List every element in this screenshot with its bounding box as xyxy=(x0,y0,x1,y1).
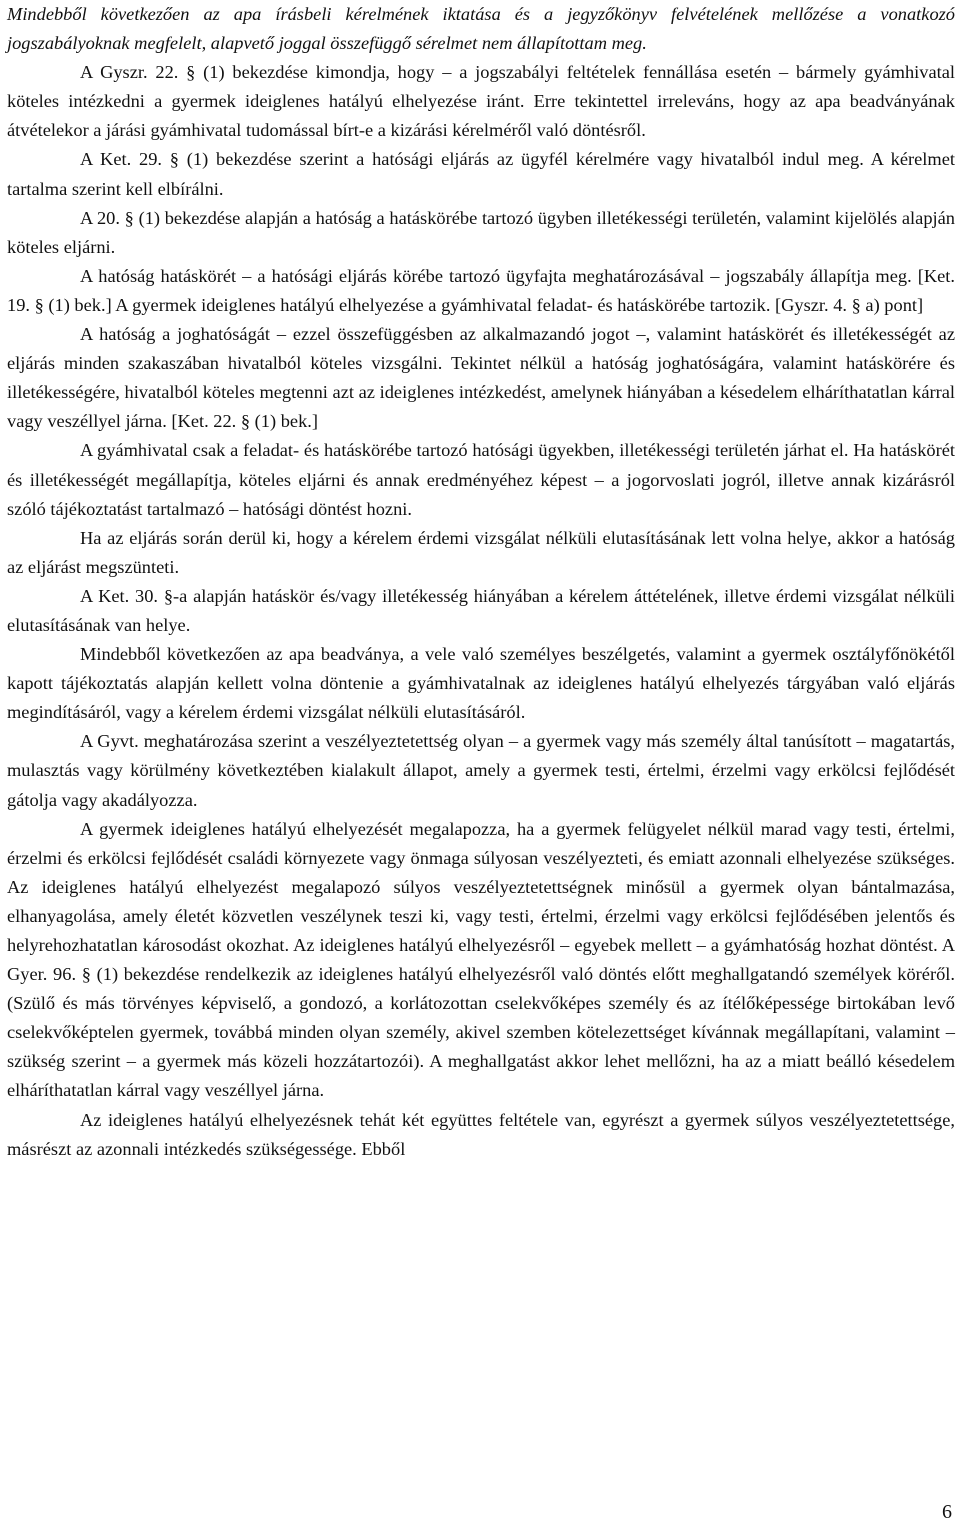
paragraph-gyszr-22: A Gyszr. 22. § (1) bekezdése kimondja, hogy – a jogszabályi feltételek fennállása esetén – bármely gyámhivatal köteles intézkedni a gyermek ideiglenes hatályú elhelyezése iránt. Erre tekintettel irreleváns, hogy az apa beadványának átvételekor a járási gyámhivatal tudomással bírt-e a kizárási kérelméről való döntésről. xyxy=(7,62,955,141)
paragraph-conclusion-decision: Mindebből következően az apa beadványa, a vele való személyes beszélgetés, valamint a gyermek osztályfőnökétől kapott tájékoztatás alapján kellett volna döntenie a gyámhivatalnak az ideiglenes hatályú elhelyezés tárgyában való eljárás megindításáról, vagy a kérelem érdemi vizsgálat nélküli elutasításáról. xyxy=(7,644,955,723)
paragraph-guardianship-office: A gyámhivatal csak a feladat- és hatáskörébe tartozó hatósági ügyekben, illetékességi területén járhat el. Ha hatáskörét és illetékességét megállapítja, köteles eljárni és annak eredményéhez képest – a jogorvoslati jogról, illetve annak kizárásról szóló tájékoztatást tartalmazó – hatósági döntést hozni. xyxy=(7,440,955,519)
paragraph-jurisdiction-review: A hatóság a joghatóságát – ezzel összefüggésben az alkalmazandó jogot –, valamint hatáskörét és illetékességét az eljárás minden szakaszában hivatalból köteles vizsgálni. Tekintet nélkül a hatóság joghatóságára, valamint hatáskörére és illetékességére, hivatalból köteles megtenni azt az ideiglenes intézkedést, amelynek hiányában a késedelem elháríthatatlan kárral vagy veszéllyel járna. [Ket. 22. § (1) bek.] xyxy=(7,324,955,432)
paragraph-temporary-placement: A gyermek ideiglenes hatályú elhelyezését megalapozza, ha a gyermek felügyelet nélkül marad vagy testi, értelmi, érzelmi és erkölcsi fejlődését családi környezete vagy önmaga súlyosan veszélyezteti, és emiatt azonnali elhelyezése szükséges. Az ideiglenes hatályú elhelyezést megalapozó súlyos veszélyeztetettségnek minősül a gyermek olyan bántalmazása, elhanyagolása, amely életét közvetlen veszélynek teszi ki, vagy testi, értelmi, érzelmi vagy erkölcsi fejlődésében jelentős és helyrehozhatatlan károsodást okozhat. Az ideiglenes hatályú elhelyezésről – egyebek mellett – a gyámhatóság hozhat döntést. A Gyer. 96. § (1) bekezdése rendelkezik az ideiglenes hatályú elhelyezésről való döntés előtt meghallgatandó személyek köréről. (Szülő és más törvényes képviselő, a gondozó, a korlátozottan cselekvőképes személy és az ítélőképessége birtokában levő cselekvőképtelen gyermek, továbbá minden olyan személy, akivel szemben kötelezettséget kívánnak megállapítani, valamint – szükség szerint – a gyermek más közeli hozzátartozói). A meghallgatást akkor lehet mellőzni, ha az a miatt beálló késedelem elháríthatatlan kárral vagy veszéllyel járna. xyxy=(7,818,955,1101)
paragraph-termination: Ha az eljárás során derül ki, hogy a kérelem érdemi vizsgálat nélküli elutasításának lett volna helye, akkor a hatóság az eljárást megszünteti. xyxy=(7,527,955,577)
paragraph-two-conditions: Az ideiglenes hatályú elhelyezésnek tehát két együttes feltétele van, egyrészt a gyermek súlyos veszélyeztetettsége, másrészt az azonnali intézkedés szükségessége. Ebből xyxy=(7,1109,955,1159)
document-page xyxy=(7,0,955,1164)
paragraph-ket-29: A Ket. 29. § (1) bekezdése szerint a hatósági eljárás az ügyfél kérelmére vagy hivatalból indul meg. A kérelmet tartalma szerint kell elbírálni. xyxy=(7,149,955,199)
paragraph-section-20: A 20. § (1) bekezdése alapján a hatóság a hatáskörébe tartozó ügyben illetékességi területén, valamint kijelölés alapján köteles eljárni. xyxy=(7,207,955,257)
paragraph-ket-30: A Ket. 30. §-a alapján hatáskör és/vagy illetékesség hiányában a kérelem áttételének, illetve érdemi vizsgálat nélküli elutasításának van helye. xyxy=(7,585,955,635)
paragraph-conclusion-registration: Mindebből következően az apa írásbeli kérelmének iktatása és a jegyzőkönyv felvételének mellőzése a vonatkozó jogszabályoknak megfelelt, alapvető joggal összefüggő sérelmet nem állapítottam meg. xyxy=(7,4,955,54)
page-number: 6 xyxy=(942,1501,952,1523)
paragraph-gyvt-definition: A Gyvt. meghatározása szerint a veszélyeztetettség olyan – a gyermek vagy más személy által tanúsított – magatartás, mulasztás vagy körülmény következtében kialakult állapot, amely a gyermek testi, értelmi, érzelmi vagy erkölcsi fejlődését gátolja vagy akadályozza. xyxy=(7,731,955,810)
paragraph-authority-competence: A hatóság hatáskörét – a hatósági eljárás körébe tartozó ügyfajta meghatározásával – jogszabály állapítja meg. [Ket. 19. § (1) bek.] A gyermek ideiglenes hatályú elhelyezése a gyámhivatal feladat- és hatáskörébe tartozik. [Gyszr. 4. § a) pont] xyxy=(7,265,955,315)
